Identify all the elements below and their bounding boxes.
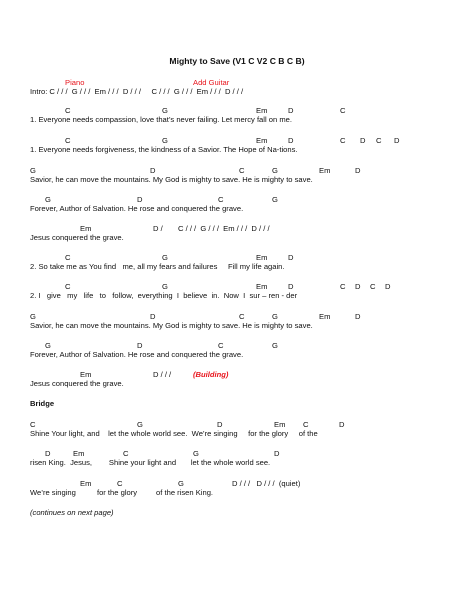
chord: G <box>162 106 168 115</box>
chord: D <box>355 312 361 321</box>
chord: C <box>65 106 71 115</box>
chord: Em <box>256 136 268 145</box>
chord: D <box>339 420 345 429</box>
continues-note: (continues on next page) <box>30 508 114 517</box>
chord: G <box>162 253 168 262</box>
chord: D <box>355 166 361 175</box>
chord: Em <box>80 370 92 379</box>
chord: D <box>150 312 156 321</box>
chord: Em <box>256 253 268 262</box>
chord: C <box>239 166 245 175</box>
chord: Em <box>319 166 331 175</box>
chord: G <box>162 282 168 291</box>
lyric-line: Savior, he can move the mountains. My God is mighty to save. He is mighty to save. <box>30 321 313 330</box>
chord: Em <box>274 420 286 429</box>
lyric-line: Forever, Author of Salvation. He rose and conquered the grave. <box>30 350 244 359</box>
chord: G <box>272 166 278 175</box>
chord: D <box>394 136 400 145</box>
add-guitar-label: Add Guitar <box>193 78 230 87</box>
bridge-heading: Bridge <box>30 399 55 408</box>
chord: G <box>272 341 278 350</box>
chord: D <box>137 195 143 204</box>
chord: C <box>239 312 245 321</box>
lyric-line: We’re singing for the glory of the risen King. <box>30 488 214 497</box>
chord: D <box>288 136 294 145</box>
chord: G <box>30 166 36 175</box>
lyric-line: 2. I give my life to follow, everything I believe in. Now I sur – ren - der <box>30 291 298 300</box>
chord: C <box>123 449 129 458</box>
chord: D <box>355 282 361 291</box>
chord: C <box>65 282 71 291</box>
lyric-line: Forever, Author of Salvation. He rose and conquered the grave. <box>30 204 244 213</box>
lyric-line: Shine Your light, and let the whole world see. We’re singing for the glory of the <box>30 429 318 438</box>
lyric-line: 1. Everyone needs forgiveness, the kindness of a Savior. The Hope of Na-tions. <box>30 145 298 154</box>
chord: C <box>218 195 224 204</box>
piano-label: Piano <box>65 78 85 87</box>
chord: Em <box>319 312 331 321</box>
chord: D <box>385 282 391 291</box>
chord: D <box>274 449 280 458</box>
chord: C <box>376 136 382 145</box>
chord: Em <box>80 479 92 488</box>
chord: D <box>288 282 294 291</box>
chord: G <box>193 449 199 458</box>
chord: C <box>30 420 36 429</box>
song-title: Mighty to Save (V1 C V2 C B C B) <box>169 56 305 66</box>
chord: C <box>65 136 71 145</box>
chord: C <box>303 420 309 429</box>
chord: D / / / <box>153 370 172 379</box>
lyric-line: Jesus conquered the grave. <box>30 233 124 242</box>
chord: D <box>360 136 366 145</box>
lyric-line: 1. Everyone needs compassion, love that’s never failing. Let mercy fall on me. <box>30 115 292 124</box>
chord: D <box>150 166 156 175</box>
chord: G <box>45 195 51 204</box>
chord: G <box>45 341 51 350</box>
chord: C <box>340 282 346 291</box>
chord: C <box>340 106 346 115</box>
chord: C <box>218 341 224 350</box>
chord: D <box>288 253 294 262</box>
lyric-line: Jesus conquered the grave. <box>30 379 124 388</box>
chord: G <box>272 312 278 321</box>
chord: D <box>45 449 51 458</box>
chord: Em <box>256 106 268 115</box>
chord: Em <box>73 449 85 458</box>
chord: C <box>117 479 123 488</box>
lyric-line: 2. So take me as You find me, all my fears and failures Fill my life again. <box>30 262 285 271</box>
intro-line: Intro: C / / / G / / / Em / / / D / / / C / / / G / / / Em / / / D / / / <box>30 87 244 96</box>
chord: C <box>65 253 71 262</box>
chord: Em <box>80 224 92 233</box>
chord: G <box>162 136 168 145</box>
chord: G <box>137 420 143 429</box>
chord: D <box>217 420 223 429</box>
chord: D <box>288 106 294 115</box>
chord: G <box>30 312 36 321</box>
chord: C <box>340 136 346 145</box>
chord: D / / / D / / / (quiet) <box>232 479 301 488</box>
chord: C / / / G / / / Em / / / D / / / <box>178 224 270 233</box>
chord: Em <box>256 282 268 291</box>
lyric-line: risen King. Jesus, Shine your light and let the whole world see. <box>30 458 271 467</box>
building-cue: (Building) <box>193 370 229 379</box>
chord: D <box>137 341 143 350</box>
chord: G <box>178 479 184 488</box>
lyric-line: Savior, he can move the mountains. My God is mighty to save. He is mighty to save. <box>30 175 313 184</box>
chord: D / <box>153 224 163 233</box>
chord: C <box>370 282 376 291</box>
chord: G <box>272 195 278 204</box>
